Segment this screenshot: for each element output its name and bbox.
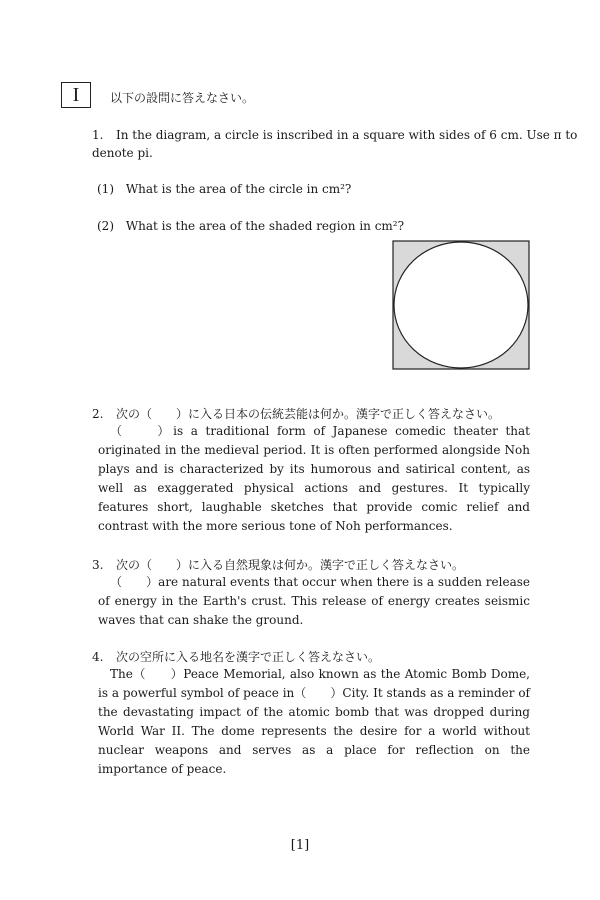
question-2-number: 2. bbox=[92, 407, 104, 421]
question-4-heading bbox=[92, 648, 380, 665]
circle-in-square-figure bbox=[392, 240, 530, 370]
section-instruction: 以下の設問に答えなさい。 bbox=[110, 91, 255, 105]
page-number: [1] bbox=[290, 838, 310, 853]
question-3-instruction: 次の（ ）に入る自然現象は何か。漢字で正しく答えなさい。 bbox=[116, 558, 465, 572]
question-3-number: 3. bbox=[92, 558, 104, 572]
question-4-paragraph bbox=[98, 665, 530, 779]
section-number-box bbox=[61, 82, 91, 108]
sub-question-label: (2) bbox=[97, 219, 114, 233]
section-number: I bbox=[72, 83, 80, 106]
question-1-line-1 bbox=[92, 128, 577, 142]
sub-question-text: What is the area of the circle in cm²? bbox=[125, 182, 352, 196]
question-2-paragraph bbox=[98, 422, 530, 536]
sub-question-text: What is the area of the shaded region in cm²? bbox=[125, 219, 405, 233]
question-1-text: In the diagram, a circle is inscribed in a square with sides of 6 cm. Use π to bbox=[116, 128, 578, 142]
question-1-line-2: denote pi. bbox=[92, 146, 153, 160]
question-1-sub-2 bbox=[97, 219, 404, 233]
question-3-heading bbox=[92, 556, 464, 573]
inscribed-circle bbox=[394, 242, 528, 368]
question-1-number: 1. bbox=[92, 128, 104, 142]
question-1-sub-1 bbox=[97, 182, 351, 196]
question-2-heading bbox=[92, 405, 500, 422]
question-2-body: （ ）is a traditional form of Japanese comedic theater that originated in the medieval period. It is often performed alongside Noh plays and is characterized by its humorous and satirical content, as well as exaggerated physical actions and gestures. It typically features short, laughable sketches that provide comic relief and contrast with the more serious tone of Noh performances. bbox=[98, 424, 530, 533]
question-3-body: （ ）are natural events that occur when there is a sudden release of energy in the Earth's crust. This release of energy creates seismic waves that can shake the ground. bbox=[98, 575, 530, 627]
question-3-paragraph bbox=[98, 573, 530, 630]
sub-question-label: (1) bbox=[97, 182, 114, 196]
question-2-instruction: 次の（ ）に入る日本の伝統芸能は何か。漢字で正しく答えなさい。 bbox=[116, 407, 501, 421]
question-4-body: The（ ）Peace Memorial, also known as the Atomic Bomb Dome, is a powerful symbol of peace in（ ）City. It stands as a reminder of the devastating impact of the atomic bomb that was dropped during World War II. The dome represents the desire for a world without nuclear weapons and serves as a place for reflection on the importance of peace. bbox=[98, 667, 530, 776]
question-4-instruction: 次の空所に入る地名を漢字で正しく答えなさい。 bbox=[116, 650, 381, 664]
question-4-number: 4. bbox=[92, 650, 104, 664]
